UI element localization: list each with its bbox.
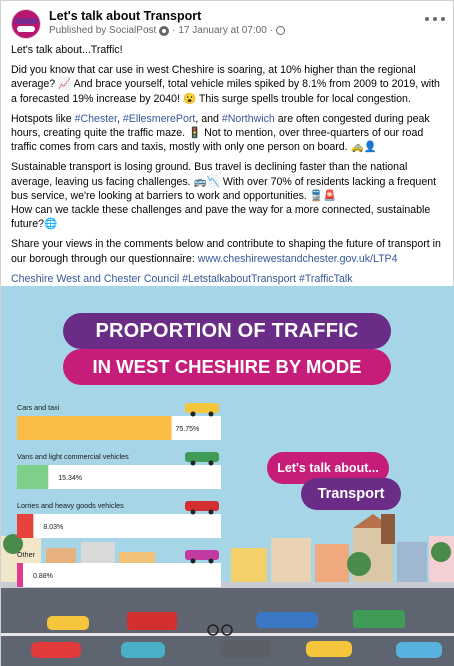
gear-icon[interactable] bbox=[159, 26, 169, 36]
wheel-icon bbox=[191, 510, 196, 515]
post-paragraph-2: Did you know that car use in west Cheshire is soaring, at 10% higher than the regional average? 📈 And brace yourself, total vehicle miles spiked by 8.1% from 2009 to 2019, with a forecasted 19% increase by 2040! 😮 This surge spells trouble for local congestion. bbox=[11, 64, 440, 105]
post-timestamp[interactable]: · 17 January at 07:00 · bbox=[172, 25, 273, 36]
category-label: Cars and taxi bbox=[17, 403, 60, 412]
wheel-icon bbox=[191, 461, 196, 466]
paragraph-text: Hotspots like bbox=[11, 112, 75, 125]
post-tags[interactable]: Cheshire West and Chester Council #LetstalkaboutTransport #TrafficTalk bbox=[11, 272, 353, 285]
wheel-icon bbox=[209, 559, 214, 564]
bar bbox=[17, 514, 33, 538]
infographic-title: PROPORTION OF TRAFFIC bbox=[63, 313, 391, 349]
infographic-subtitle: IN WEST CHESHIRE BY MODE bbox=[63, 349, 391, 385]
category-label: Lorries and heavy goods vehicles bbox=[17, 501, 124, 510]
dot-icon bbox=[425, 17, 429, 21]
bar bbox=[17, 563, 23, 587]
questionnaire-link[interactable]: www.cheshirewestandchester.gov.uk/LTP4 bbox=[197, 252, 398, 265]
wheel-icon bbox=[209, 461, 214, 466]
paragraph-text: How can we tackle these challenges and pave the way for a more connected, sustainable future?🌐 bbox=[11, 204, 431, 231]
hashtag-northwich[interactable]: #Northwich bbox=[221, 112, 275, 125]
post-header bbox=[11, 9, 445, 39]
vehicle-icon bbox=[185, 501, 219, 511]
wheel-icon bbox=[209, 412, 214, 417]
infographic-image[interactable] bbox=[1, 286, 454, 666]
speech-bubble-talk: Let's talk about... bbox=[267, 452, 389, 484]
bar bbox=[17, 465, 48, 489]
more-options-button[interactable] bbox=[425, 13, 445, 25]
page-name[interactable]: Let's talk about Transport bbox=[49, 9, 202, 23]
globe-icon bbox=[276, 26, 285, 35]
post-paragraph-1: Let's talk about...Traffic! bbox=[11, 44, 123, 56]
vehicle-icon bbox=[185, 403, 219, 413]
paragraph-text: are often congested during peak hours, creating quite the traffic maze. 🚦 Not to mention, over three-quarters of our road traffic comes from cars and taxis, mostly with only one person on board. 🚕👤 bbox=[11, 112, 430, 154]
post-paragraph-4 bbox=[11, 160, 447, 231]
category-label: Vans and light commercial vehicles bbox=[17, 452, 129, 461]
speech-bubble-transport: Transport bbox=[301, 478, 401, 510]
wheel-icon bbox=[209, 510, 214, 515]
value-label: 0.88% bbox=[33, 573, 53, 580]
post-meta bbox=[49, 25, 285, 36]
value-label: 75.75% bbox=[175, 426, 200, 433]
dot-icon bbox=[441, 17, 445, 21]
hashtag-ellesmereport[interactable]: #EllesmerePort bbox=[122, 112, 196, 125]
hashtag-chester[interactable]: #Chester bbox=[74, 112, 117, 125]
paragraph-text: Sustainable transport is losing ground. Bus travel is declining faster than the national average, leaving us facing challenges. 🚌📉 With over 70% of residents lacking a frequent bus service, we're looking at barriers to work and opportunities. 🚆🚨 bbox=[11, 161, 437, 202]
avatar-logo-bottom bbox=[17, 26, 35, 32]
paragraph-text: Share your views in the comments below and contribute to shaping the future of transport in our borough through our questionnaire: bbox=[11, 238, 441, 265]
post-paragraph-5 bbox=[11, 237, 447, 265]
paragraph-text: , bbox=[117, 112, 123, 125]
category-label: Other bbox=[17, 550, 35, 559]
avatar-logo-top bbox=[14, 18, 38, 24]
vehicle-icon bbox=[185, 452, 219, 462]
page-avatar[interactable] bbox=[11, 9, 41, 39]
dot-icon bbox=[433, 17, 437, 21]
value-label: 8.03% bbox=[43, 524, 64, 531]
publisher-label: Published by SocialPost bbox=[49, 25, 157, 36]
wheel-icon bbox=[191, 559, 196, 564]
value-label: 15.34% bbox=[58, 475, 83, 482]
wheel-icon bbox=[191, 412, 196, 417]
post-paragraph-3 bbox=[11, 112, 447, 155]
post-text bbox=[11, 43, 447, 306]
bar bbox=[17, 416, 172, 440]
vehicle-icon bbox=[185, 550, 219, 560]
paragraph-text: , and bbox=[195, 112, 222, 125]
